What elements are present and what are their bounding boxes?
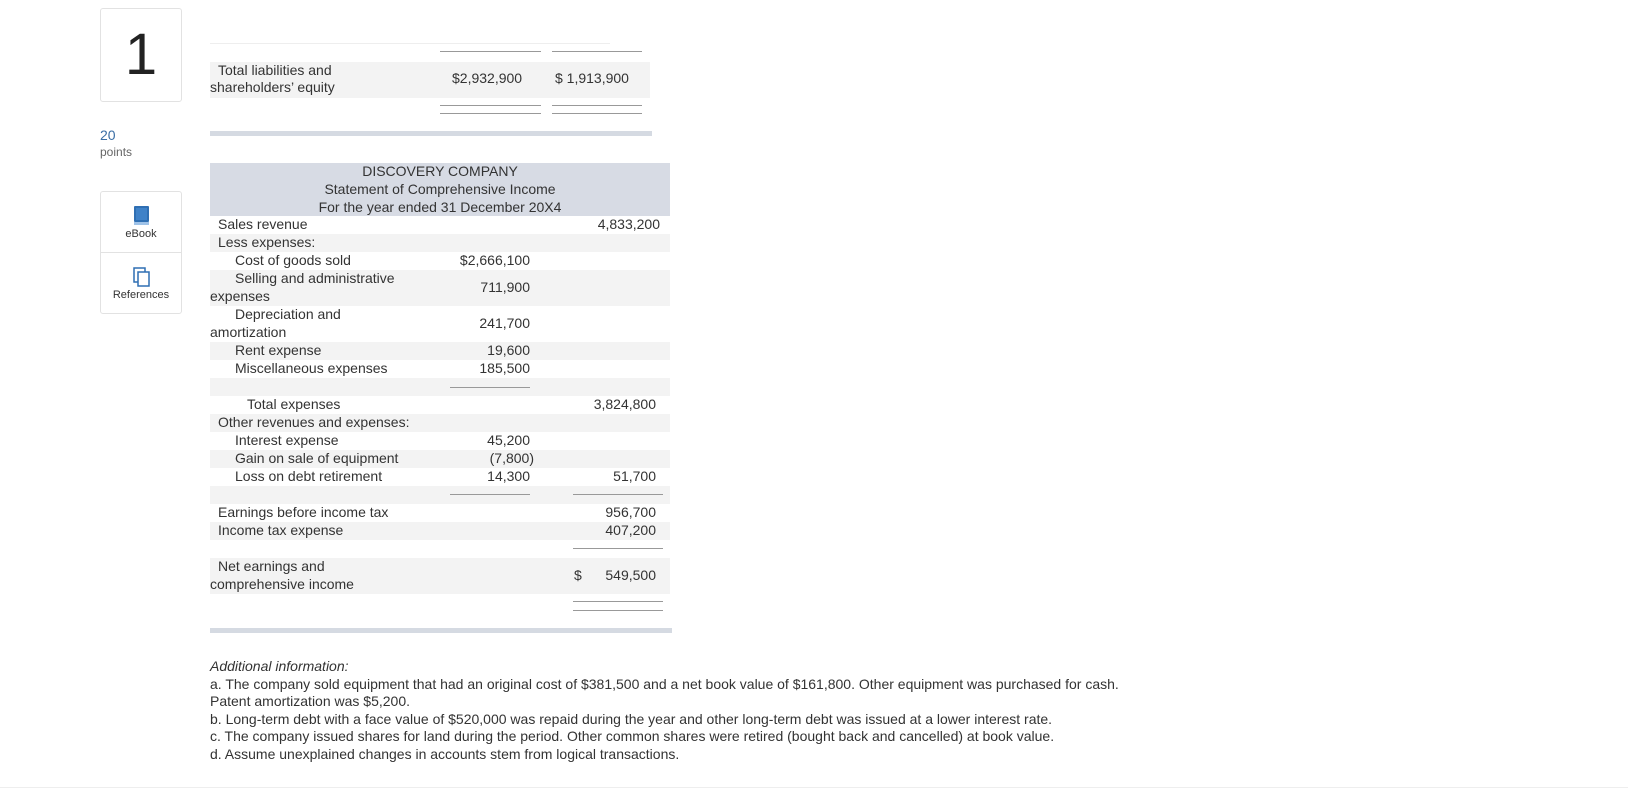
net-earnings-label-2: comprehensive income [210, 576, 354, 592]
row-bg [210, 378, 670, 396]
interest-label: Interest expense [235, 432, 339, 448]
points-value: 20 [100, 127, 116, 143]
sales-label: Sales revenue [218, 216, 308, 232]
depr-label-1: Depreciation and [235, 306, 341, 322]
references-button[interactable] [101, 253, 181, 313]
net-earnings-currency: $ [574, 567, 582, 583]
section-separator-2 [210, 628, 672, 633]
tax-value: 407,200 [605, 522, 656, 538]
other-underline-col1 [450, 494, 530, 495]
underline-col2 [552, 51, 642, 52]
selling-label-1: Selling and administrative [235, 270, 395, 286]
ebt-value: 956,700 [605, 504, 656, 520]
less-expenses-label: Less expenses: [218, 234, 316, 250]
net-earnings-label-1: Net earnings and [218, 558, 325, 574]
total-liab-label-2: shareholders’ equity [210, 79, 335, 95]
net-double-underline-a [573, 601, 663, 602]
depr-value: 241,700 [479, 315, 530, 331]
rent-value: 19,600 [487, 342, 530, 358]
additional-item-d: d. Assume unexplained changes in accounts stem from logical transactions. [210, 745, 680, 762]
total-expenses-value: 3,824,800 [593, 396, 656, 412]
gain-label: Gain on sale of equipment [235, 450, 399, 466]
sales-value: 4,833,200 [597, 216, 660, 232]
double-underline-col1-a [440, 105, 541, 106]
net-double-underline-b [573, 610, 663, 611]
section-separator-1 [210, 131, 652, 136]
selling-value: 711,900 [480, 279, 530, 295]
total-liab-value-20x3: $ 1,913,900 [555, 70, 629, 86]
selling-label-2: expenses [210, 288, 270, 304]
ebook-label: eBook [125, 228, 157, 240]
total-expenses-label: Total expenses [247, 396, 341, 412]
bottom-edge [0, 787, 1628, 806]
company-name: DISCOVERY COMPANY [362, 163, 518, 179]
faint-rule [210, 43, 610, 44]
ebt-label: Earnings before income tax [218, 504, 389, 520]
tax-underline [573, 548, 663, 549]
statement-period: For the year ended 31 December 20X4 [318, 199, 562, 215]
other-rev-exp-label: Other revenues and expenses: [218, 414, 410, 430]
tax-label: Income tax expense [218, 522, 344, 538]
additional-item-b: b. Long-term debt with a face value of $520,000 was repaid during the year and other long-term debt was issued at a lower interest rate. [210, 710, 1053, 727]
double-underline-col1-b [440, 113, 541, 114]
points-label: points [100, 145, 133, 159]
double-underline-col2-a [552, 105, 642, 106]
gain-value: (7,800) [489, 450, 534, 466]
net-earnings-value: 549,500 [605, 567, 656, 583]
loss-label: Loss on debt retirement [235, 468, 383, 484]
cogs-label: Cost of goods sold [235, 252, 351, 268]
row-bg [210, 486, 670, 504]
other-underline-col2 [573, 494, 663, 495]
expenses-underline [450, 387, 530, 388]
misc-value: 185,500 [479, 360, 530, 376]
rent-label: Rent expense [235, 342, 322, 358]
total-liab-value-20x4: $2,932,900 [452, 70, 523, 86]
additional-item-c: c. The company issued shares for land during the period. Other common shares were retired (bought back and cancelled) at book value. [210, 728, 1055, 744]
question-number-box [100, 8, 182, 102]
other-total-value: 51,700 [613, 468, 656, 484]
additional-heading: Additional information: [210, 658, 349, 674]
depr-label-2: amortization [210, 324, 287, 340]
double-underline-col2-b [552, 113, 642, 114]
total-liab-label-1: Total liabilities and [218, 62, 332, 78]
underline-col1 [440, 51, 541, 52]
additional-information [210, 658, 1140, 763]
statement-title: Statement of Comprehensive Income [324, 181, 556, 197]
loss-value: 14,300 [487, 468, 530, 484]
references-label: References [112, 289, 170, 301]
cogs-value: $2,666,100 [459, 252, 530, 268]
additional-item-a: a. The company sold equipment that had an original cost of $381,500 and a net book value of $161,800. Other equipment was purchased for cash. Patent amortization was $5,200. [210, 675, 1119, 709]
ebook-button[interactable] [101, 192, 181, 253]
interest-value: 45,200 [487, 432, 530, 448]
misc-label: Miscellaneous expenses [235, 360, 388, 376]
statement-header [210, 163, 670, 216]
tools-panel [100, 191, 182, 314]
question-number: 1 [124, 22, 158, 87]
